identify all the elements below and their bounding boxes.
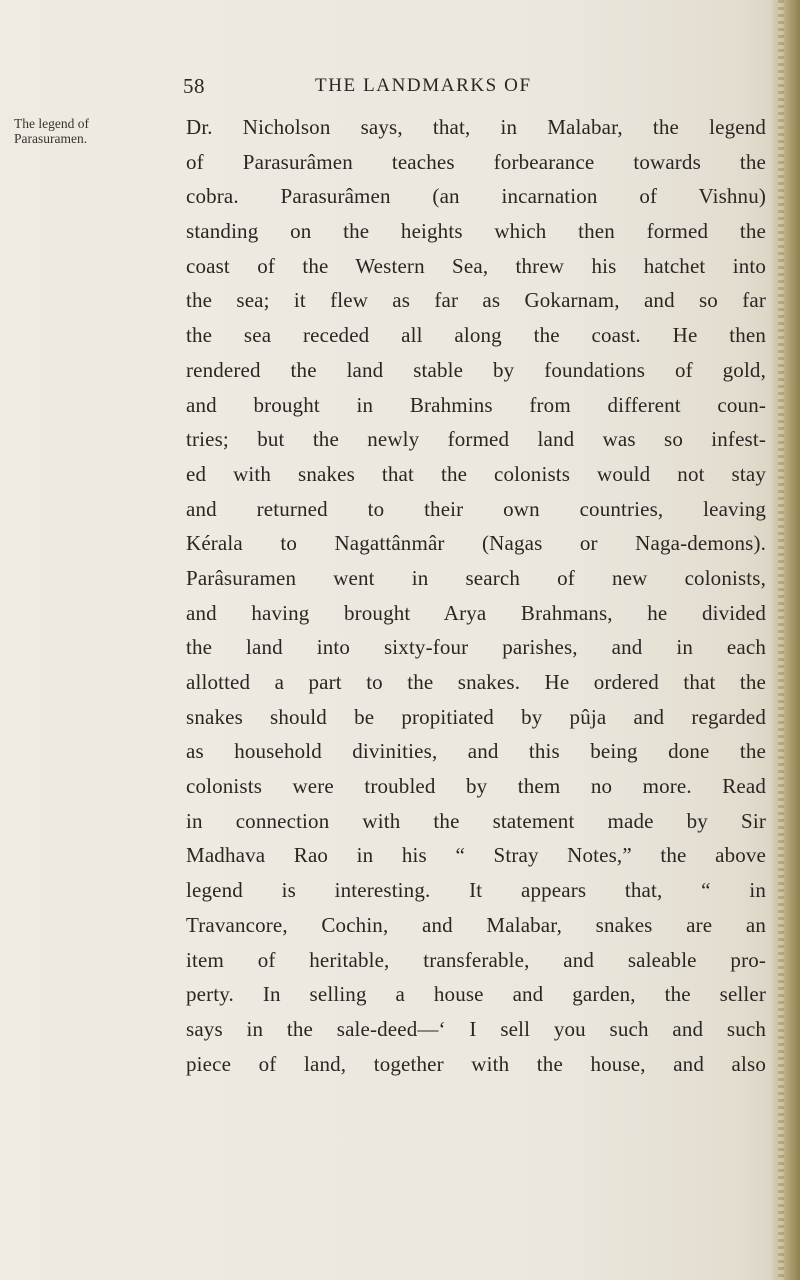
margin-note-line: The legend of xyxy=(14,116,89,131)
running-head: THE LANDMARKS OF xyxy=(315,75,532,96)
page-number: 58 xyxy=(183,74,205,98)
text-line: the sea receded all along the coast. He then xyxy=(186,323,766,348)
text-line: in connection with the statement made by Sir xyxy=(186,808,766,833)
text-line: Dr. Nicholson says, that, in Malabar, the legend xyxy=(186,115,766,139)
text-line: piece of land, together with the house, and also xyxy=(186,1051,766,1076)
text-line: of Parasurâmen teaches forbearance towards the xyxy=(186,149,766,174)
text-line: and brought in Brahmins from different coun- xyxy=(186,392,766,417)
text-line: says in the sale-deed—‘ I sell you such and such xyxy=(186,1016,766,1041)
text-line: and returned to their own countries, leaving xyxy=(186,496,766,521)
text-line: and having brought Arya Brahmans, he divided xyxy=(186,600,766,625)
text-line: legend is interesting. It appears that, “ in xyxy=(186,878,766,903)
text-line: snakes should be propitiated by pûja and regarded xyxy=(186,704,766,729)
text-line: Kérala to Nagattânmâr (Nagas or Naga-demons). xyxy=(186,531,766,556)
text-line: cobra. Parasurâmen (an incarnation of Vishnu) xyxy=(186,184,766,209)
text-line: as household divinities, and this being done the xyxy=(186,739,766,764)
text-line: rendered the land stable by foundations of gold, xyxy=(186,357,766,382)
text-line: Parâsuramen went in search of new colonists, xyxy=(186,565,766,590)
text-line: tries; but the newly formed land was so infest- xyxy=(186,427,766,452)
body-text xyxy=(186,110,766,1081)
text-line: standing on the heights which then formed the xyxy=(186,219,766,244)
margin-note-line: Parasuramen. xyxy=(14,131,88,146)
text-line: the sea; it flew as far as Gokarnam, and so far xyxy=(186,288,766,313)
margin-note xyxy=(14,116,89,146)
text-line: the land into sixty-four parishes, and in each xyxy=(186,635,766,660)
text-line: perty. In selling a house and garden, the seller xyxy=(186,982,766,1007)
text-line: colonists were troubled by them no more. Read xyxy=(186,774,766,799)
text-line: Madhava Rao in his “ Stray Notes,” the above xyxy=(186,843,766,868)
page-edge-shadow xyxy=(770,0,800,1280)
text-line: ed with snakes that the colonists would not stay xyxy=(186,461,766,486)
text-line: Travancore, Cochin, and Malabar, snakes are an xyxy=(186,912,766,937)
text-line: item of heritable, transferable, and saleable pro- xyxy=(186,947,766,972)
page-header xyxy=(0,74,800,104)
text-line: coast of the Western Sea, threw his hatchet into xyxy=(186,253,766,278)
text-line: allotted a part to the snakes. He ordered that the xyxy=(186,670,766,694)
